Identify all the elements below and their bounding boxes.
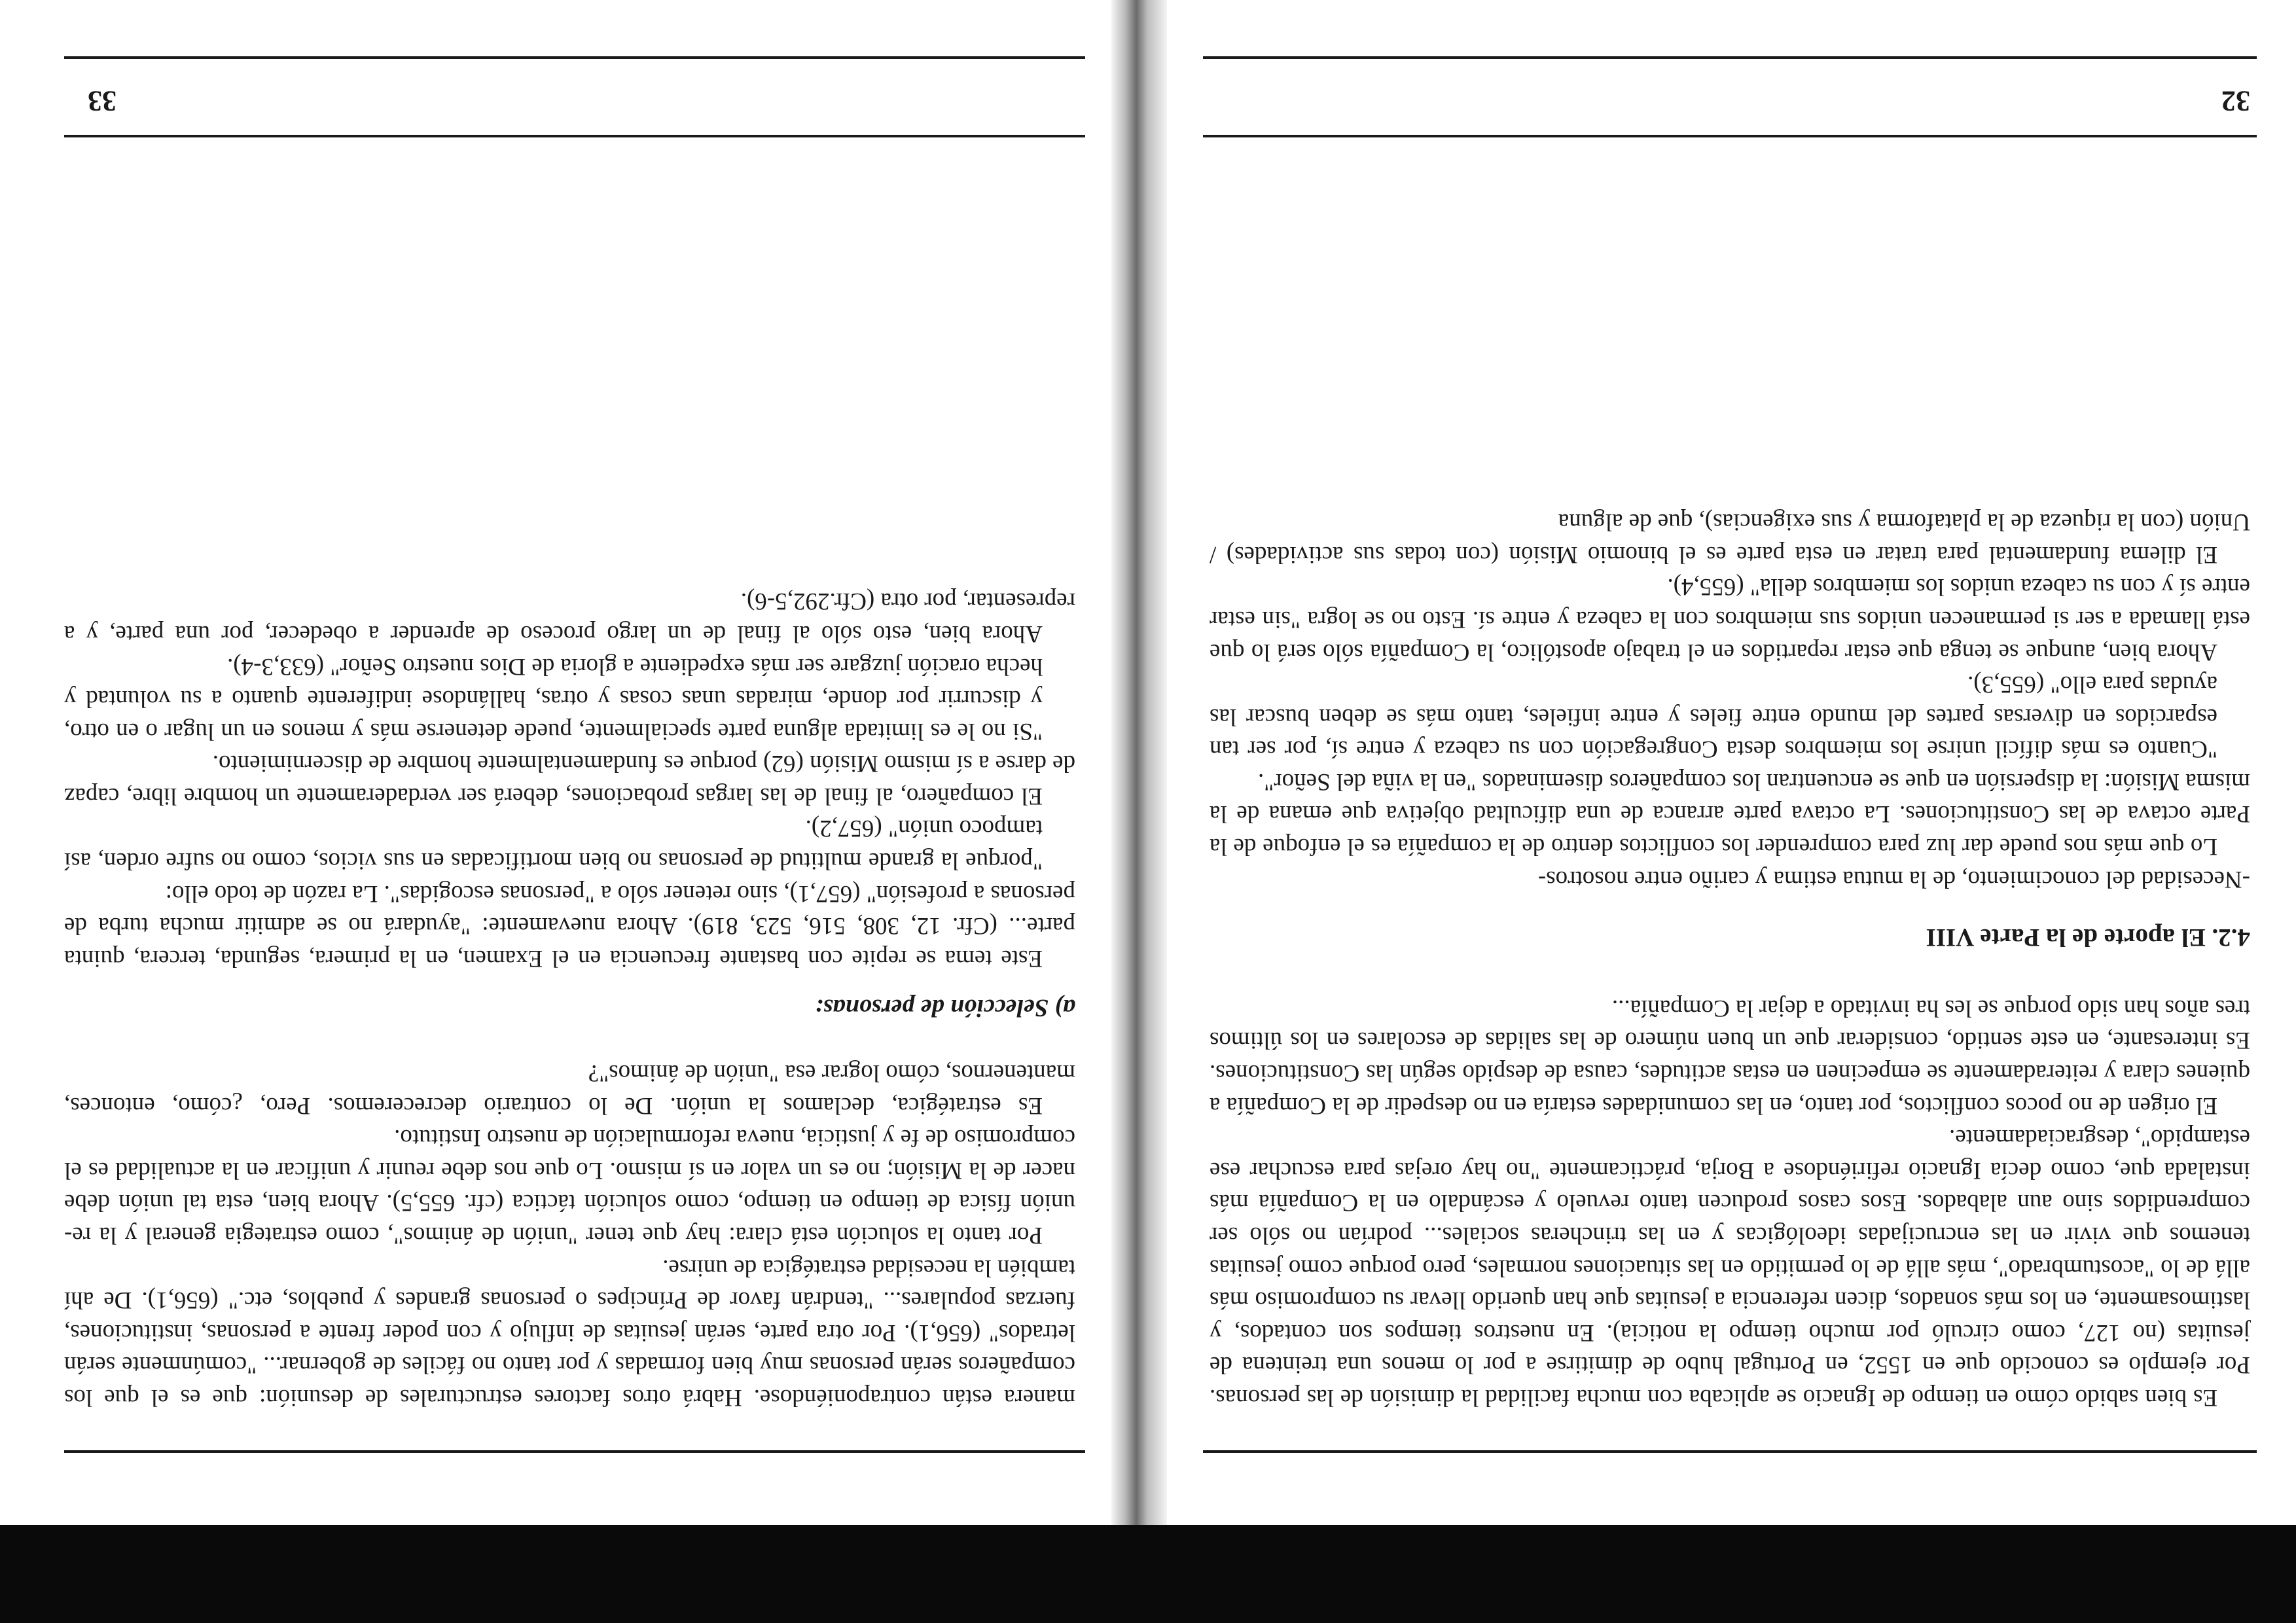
- subsection-heading: a) Selección de personas:: [815, 994, 1075, 1022]
- section-subtitle: -Necesidad del conocimiento, de la mutua estima y cariño entre nosotros-: [1537, 865, 2250, 893]
- paragraph: Es bien sabido cómo en tiempo de Ignacio se aplicaba con mucha facilidad la dimisión de las personas. Por ejemplo es conocido que en 1552, en Portugal hubo de dimitirse a por lo menos una treintena de jesuitas (no 127, como circuló por mucho tiempo la noticia). En nuestros tiempos son contados, y lastimosamente, en los más sonados, dicen referencia a jesuitas que han querido llevar su compromiso más allá de lo "acostumbrado", más allá de lo permitido en las situaciones normales, pero porque como jesuitas tenemos que vivir en las encrucijadas ideológicas y en las trincheras sociales... podrían no sólo ser comprendidos sino aun alabados. Esos casos producen tanto revuelo y escándalo en la Compañía más instalada que, como decía Ignacio refiriéndose a Borja, prácticamente "no hay orejas para escuchar ese estampido", desgraciadamente.: [1210, 1124, 2250, 1411]
- paragraph: manera están contraponiéndose. Habrá otros factores estructurales de desunión: que es el que los compañeros serán personas muy bien formadas y por tanto no fáciles de gobernar... "comúnmente serán letrados" (656,1). Por otra parte, serán jesuitas de influjo y con poder frente a personas, instituciones, fuerzas populares... "tendrán favor de Príncipes o personas grandes y pueblos, etc." (656,1). De ahí también la necesidad estratégica de unirse.: [64, 1254, 1075, 1411]
- paragraph: Lo que más nos puede dar luz para comprender los conflictos dentro de la compañía es el enfoque de la Parte octava de las Constituciones. La octava parte arranca de una dificultad objetiva que emana de la misma Misión: la dispersión en que se encuentran los compañeros diseminados "en la viña del Señor".: [1210, 768, 2250, 861]
- right-page: [0, 0, 1111, 1525]
- left-page-text: [1210, 506, 2250, 1414]
- right-page-text: [64, 585, 1075, 1414]
- paragraph: Ahora bien, aunque se tenga que estar repartidos en el trabajo apostólico, la Compañía sólo será lo que está llamada a ser si permanecen unidos sus miembros con la cabeza y entre sí. Esto no se logra "sin estar entre sí y con su cabeza unidos los miembros della" (655,4).: [1210, 573, 2250, 666]
- quotation: "Si no le es limitada alguna parte specialmente, puede detenerse más y menos en un lugar o en otro, y discurrir por donde, miradas unas cosas y otras, hallándose indiferente quanto a su voluntad y hecha oración juzgare ser más expediente a gloria de Dios nuestro Señor" (633,3-4).: [64, 652, 1043, 745]
- scanner-shadow-bar: [0, 1525, 2296, 1623]
- bottom-rule: [64, 135, 1085, 137]
- footer-rule: [1203, 56, 2257, 59]
- top-rule: [64, 1450, 1085, 1453]
- paragraph: Este tema se repite con bastante frecuencia en el Examen, en la primera, segunda, tercera, quinta parte... (Cfr. 12, 308, 516, 523, 819). Ahora nuevamente: "ayudará no se admitir mucha turba de personas a profesión" (657,1), sino retener sólo a "personas escogidas". La razón de todo ello:: [64, 880, 1075, 972]
- section-heading: 4.2. El aporte de la Parte VIII: [1926, 923, 2250, 952]
- paragraph: El compañero, al final de las largas probaciones, deberá ser verdaderamente un hombre libre, capaz de darse a sí mismo Misión (62) porque es fundamentalmente hombre de discernimiento.: [64, 750, 1075, 810]
- top-rule: [1203, 1450, 2257, 1453]
- paragraph: Ahora bien, esto sólo al final de un largo proceso de aprender a obedecer, por una parte, y a representar, por otra (Cfr.292,5-6).: [64, 588, 1075, 647]
- page-number: 33: [88, 85, 117, 117]
- paragraph: Es estratégica, declamos la unión. De lo contrario decreceremos. Pero, ¿cómo, entonces, mantenernos, cómo lograr esa "unión de ánimos"?: [64, 1060, 1075, 1119]
- page-number: 32: [2221, 85, 2250, 117]
- book-gutter: [1111, 0, 1167, 1525]
- quotation: "porque la grande multitud de personas no bien mortificadas en sus vicios, como no sufre orden, así tampoco unión" (657,2).: [64, 815, 1043, 875]
- paragraph: El dilema fundamental para tratar en esta parte es el binomio Misión (con todas sus actividades) / Unión (con la riqueza de la plataforma y sus exigencias), que de alguna: [1210, 508, 2250, 568]
- left-page: [1167, 0, 2296, 1525]
- quotation: "Cuanto es más difícil unirse los miembros desta Congregación con su cabeza y entre sí, por ser tan esparcidos en diversas partes del mundo entre fieles y entre infieles, tanto más se deben buscar las ayudas para ello" (655,3).: [1210, 671, 2217, 763]
- footer-rule: [64, 56, 1085, 59]
- paragraph: Por tanto la solución está clara: hay que tener "unión de ánimos", como estrategia general y la re-unión física de tiempo en tiempo, como solución táctica (cfr. 655,5). Ahora bien, esta tal unión debe nacer de la Misión; no es un valor en sí mismo. Lo que nos debe reunir y unificar en la actualidad es el compromiso de fe y justicia, nueva reformulación de nuestro Instituto.: [64, 1124, 1075, 1249]
- paragraph: El origen de no pocos conflictos, por tanto, en las comunidades estaría en no despedir de la Compañía a quienes clara y reiteradamente se empecinen en estas actitudes, causa de despido según las Constituciones. Es interesante, en este sentido, considerar que un buen número de las salidas de escolares en los últimos tres años han sido porque se les ha invitado a dejar la Compañía...: [1210, 994, 2250, 1119]
- bottom-rule: [1203, 135, 2257, 137]
